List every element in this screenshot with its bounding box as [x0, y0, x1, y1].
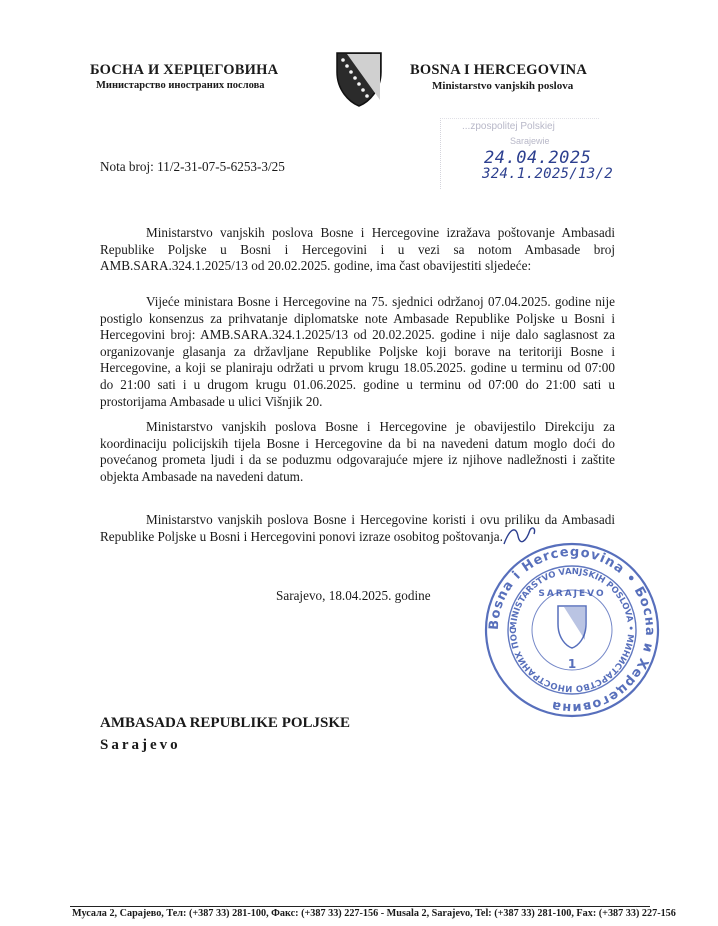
- paragraph-3: Ministarstvo vanjskih poslova Bosne i Hercegovine je obavijestilo Direkciju za koordinaciju policijskih tijela Bosne i Hercegovine da bi na navedeni datum moglo doći do povećanog prometa ljudi i da se poduzmu odgovarajuće mjere iz njihove nadležnosti i zaštite objekta Ambasade na navedeni datum.: [100, 419, 615, 484]
- official-stamp-city: SARAJEVO: [538, 589, 606, 599]
- footer-divider: [70, 906, 650, 907]
- header-left-title: БОСНА И ХЕРЦЕГОВИНА: [90, 62, 279, 78]
- received-stamp-line1: ...zpospolitej Polskiej: [462, 121, 555, 132]
- official-stamp-inner-text: MINISTARSTVO VANJSKIH POSLOVA • МИНИСТАРСТВО ИНОСТРАНИХ ПОС: [508, 566, 636, 694]
- note-number: Nota broj: 11/2-31-07-5-6253-3/25: [100, 159, 285, 174]
- coat-of-arms-icon: [333, 50, 385, 108]
- official-stamp-number: 1: [567, 657, 577, 671]
- received-stamp-date: 24.04.2025: [484, 148, 592, 168]
- recipient-name: AMBASADA REPUBLIKE POLJSKE: [100, 715, 351, 731]
- received-stamp-box: [440, 118, 599, 189]
- footer-address: Мусала 2, Сарајево, Тел: (+387 33) 281-100, Факс: (+387 33) 227-156 - Musala 2, Sarajevo, Tel: (+387 33) 281-100, Fax: (+387 33) 227-156: [72, 908, 676, 919]
- received-stamp-ref: 324.1.2025/13/2: [482, 166, 613, 182]
- header-left-subtitle: Министарство иностраних послова: [96, 80, 265, 91]
- recipient-city: Sarajevo: [100, 737, 181, 753]
- header-right-subtitle: Ministarstvo vanjskih poslova: [432, 80, 574, 92]
- coat-of-arms: [333, 50, 385, 108]
- received-stamp-line2: Sarajewie: [510, 136, 550, 146]
- official-stamp: [482, 540, 662, 720]
- paragraph-4: Ministarstvo vanjskih poslova Bosne i Hercegovine koristi i ovu priliku da Ambasadi Republike Poljske u Bosni i Hercegovini ponovi izraze osobitog poštovanja.: [100, 512, 615, 544]
- official-stamp-seal-icon: [482, 540, 662, 720]
- official-stamp-outer-text: Bosna i Hercegovina • Босна и Херцеговина: [486, 544, 658, 716]
- paragraph-1: Ministarstvo vanjskih poslova Bosne i Hercegovine izražava poštovanje Ambasadi Republike Poljske u Bosni i Hercegovini i u vezi sa notom Ambasade broj AMB.SARA.324.1.2025/13 od 20.02.2025. godine, ima čast obavijestiti sljedeće:: [100, 225, 615, 274]
- header-right-title: BOSNA I HERCEGOVINA: [410, 62, 588, 78]
- date-line: Sarajevo, 18.04.2025. godine: [276, 588, 431, 603]
- signature-mark: [500, 522, 540, 550]
- paragraph-2: Vijeće ministara Bosne i Hercegovine na 75. sjednici održanoj 07.04.2025. godine nije postiglo konsenzus za prihvatanje diplomatske note Ambasade Republike Poljske u Bosni i Hercegovini broj: AMB.SARA.324.1.2025/13 od 20.02.2025. godine i nije dalo saglasnost za organizovanje glasanja za državljane Republike Poljske koji borave na teritoriji Bosne i Hercegovine, a koji se planiraju održati u prvom krugu 18.05.2025. godine u terminu od 07:00 do 21:00 sati i u drugom krugu 01.06.2025. godine u terminu od 07:00 do 21:00 sati u prostorijama Ambasade u ulici Višnjik 20.: [100, 294, 615, 409]
- signature-scribble-icon: [500, 522, 540, 550]
